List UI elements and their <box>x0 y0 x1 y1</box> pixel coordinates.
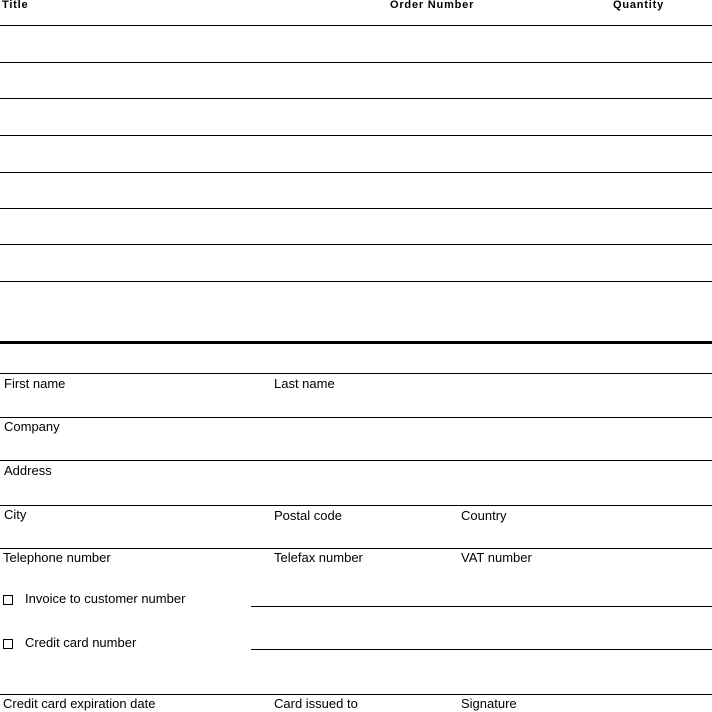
credit-card-label: Credit card number <box>25 635 137 650</box>
order-row-rule <box>0 208 712 209</box>
postal-code-label: Postal code <box>274 508 342 523</box>
first-name-label: First name <box>4 376 66 391</box>
title-column-header: Title <box>2 0 29 11</box>
last-name-label: Last name <box>274 376 335 391</box>
invoice-label: Invoice to customer number <box>25 591 186 606</box>
order-table-header-rule <box>0 25 712 26</box>
order-row-rule <box>0 98 712 99</box>
customer-row-rule <box>0 417 712 418</box>
customer-row-rule <box>0 505 712 506</box>
order-row-rule <box>0 244 712 245</box>
company-label: Company <box>4 419 60 434</box>
telephone-label: Telephone number <box>3 550 111 565</box>
order-row-rule <box>0 172 712 173</box>
order-number-column-header: Order Number <box>390 0 475 11</box>
city-label: City <box>4 507 27 522</box>
customer-row-rule <box>0 373 712 374</box>
telefax-label: Telefax number <box>274 550 363 565</box>
address-label: Address <box>4 463 52 478</box>
quantity-column-header: Quantity <box>613 0 665 11</box>
country-label: Country <box>461 508 507 523</box>
invoice-customer-number-field[interactable] <box>251 606 712 607</box>
customer-row-rule <box>0 460 712 461</box>
payment-row-rule <box>0 694 712 695</box>
section-divider <box>0 341 712 344</box>
customer-row-rule <box>0 548 712 549</box>
expiration-date-label: Credit card expiration date <box>3 696 156 711</box>
credit-card-checkbox[interactable] <box>3 639 13 649</box>
card-issued-to-label: Card issued to <box>274 696 358 711</box>
signature-label: Signature <box>461 696 517 711</box>
order-row-rule <box>0 62 712 63</box>
vat-label: VAT number <box>461 550 532 565</box>
credit-card-number-field[interactable] <box>251 649 712 650</box>
invoice-checkbox[interactable] <box>3 595 13 605</box>
order-row-rule <box>0 135 712 136</box>
order-row-rule <box>0 281 712 282</box>
